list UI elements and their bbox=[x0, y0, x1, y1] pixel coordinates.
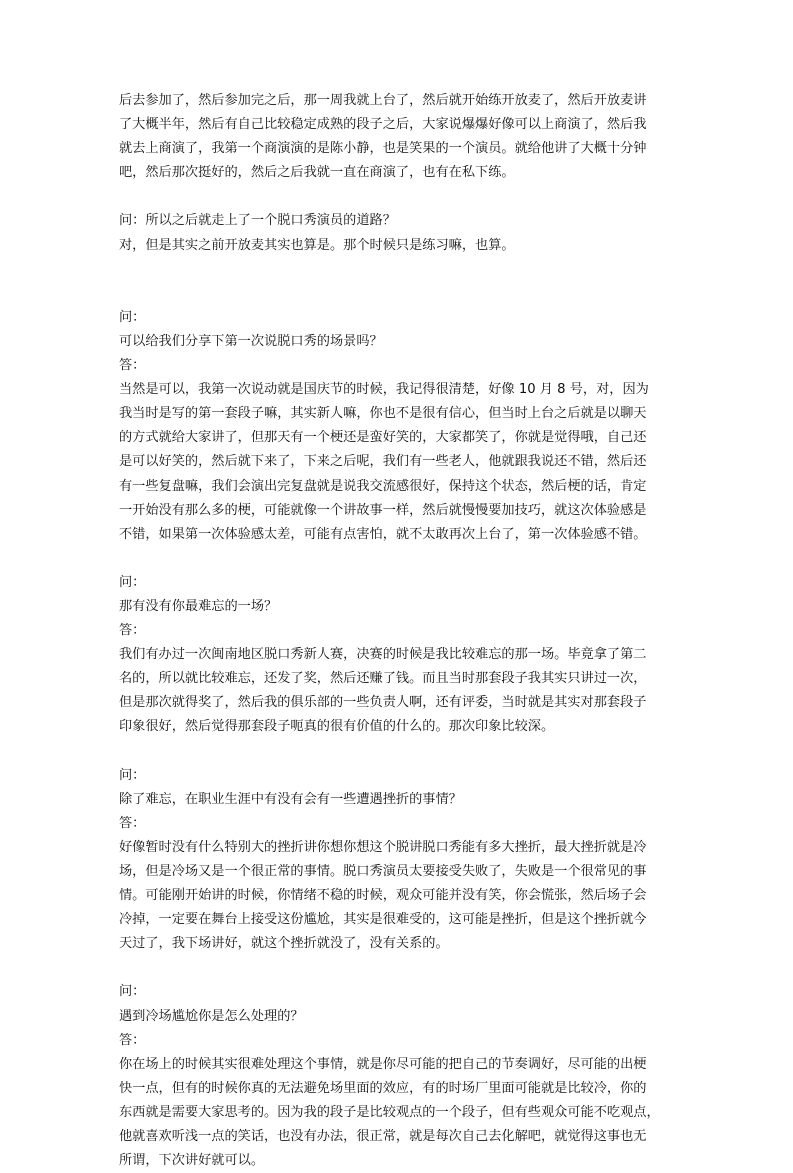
answer-line: 有一些复盘嘛，我们会演出完复盘就是说我交流感很好，保持这个状态，然后梗的话，肯定 bbox=[119, 478, 647, 494]
question-text: 除了难忘，在职业生涯中有没有会有一些遭遇挫折的事情？ bbox=[119, 791, 462, 807]
qa-setbacks bbox=[119, 764, 677, 957]
text-line: 就去上商演了，我第一个商演演的是陈小静，也是笑果的一个演员。就给他讲了大概十分钟 bbox=[119, 141, 647, 157]
question-text: 可以给我们分享下第一次说脱口秀的场景吗？ bbox=[119, 333, 383, 349]
paragraph-career-path bbox=[119, 209, 677, 257]
answer-line: 不错，如果第一次体验感太差，可能有点害怕，就不太敢再次上台了，第一次体验感不错。 bbox=[119, 526, 647, 542]
question-text: 遇到冷场尴尬你是怎么处理的？ bbox=[119, 1008, 304, 1024]
paragraph-gap bbox=[119, 740, 677, 764]
answer-marker: 答： bbox=[119, 623, 146, 639]
text-line: 后去参加了，然后参加完之后，那一周我就上台了，然后就开始练开放麦了，然后开放麦讲 bbox=[119, 93, 647, 108]
answer-line: 我当时是写的第一套段子嘛，其实新人嘛，你也不是很有信心，但当时上台之后就是以聊天 bbox=[119, 406, 647, 422]
answer-line: 情。可能刚开始讲的时候，你情绪不稳的时候，观众可能并没有笑，你会慌张，然后场子会 bbox=[119, 888, 647, 904]
document-page bbox=[119, 89, 677, 1173]
question-marker: 问： bbox=[119, 984, 146, 1000]
answer-line: 对，但是其实之前开放麦其实也算是。那个时候只是练习嘛，也算。 bbox=[119, 237, 515, 253]
answer-line: 我们有办过一次闽南地区脱口秀新人赛，决赛的时候是我比较难忘的那一场。毕竟拿了第二 bbox=[119, 647, 647, 663]
paragraph-gap bbox=[119, 956, 677, 980]
answer-line: 一开始没有那么多的梗，可能就像一个讲故事一样，然后就慢慢要加技巧，就这次体验感是 bbox=[119, 502, 647, 518]
answer-line: 天过了，我下场讲好，就这个挫折就没了，没有关系的。 bbox=[119, 936, 449, 952]
answer-line: 印象很好，然后觉得那套段子呃真的很有价值的什么的。那次印象比较深。 bbox=[119, 719, 555, 735]
text-line: 吧，然后那次挺好的，然后之后我就一直在商演了，也有在私下练。 bbox=[119, 165, 515, 181]
qa-awkward-silence bbox=[119, 980, 677, 1173]
answer-line: 他就喜欢听浅一点的笑话，也没有办法，很正常，就是每次自己去化解吧，就觉得这事也无 bbox=[119, 1129, 647, 1145]
answer-line: 名的，所以就比较难忘，还发了奖，然后还赚了钱。而且当时那套段子我其实只讲过一次， bbox=[119, 671, 647, 687]
question-marker: 问： bbox=[119, 574, 146, 590]
paragraph-gap bbox=[119, 258, 677, 282]
answer-line: 的方式就给大家讲了，但那天有一个梗还是蛮好笑的，大家都笑了，你就是觉得哦，自己还 bbox=[119, 430, 647, 446]
question-marker: 问： bbox=[119, 767, 146, 783]
question-text: 那有没有你最难忘的一场？ bbox=[119, 598, 278, 614]
answer-line: 是可以好笑的，然后就下来了，下来之后呢，我们有一些老人，他就跟我说还不错，然后还 bbox=[119, 454, 647, 470]
answer-marker: 答： bbox=[119, 358, 146, 374]
qa-first-show bbox=[119, 306, 677, 547]
paragraph-gap bbox=[119, 547, 677, 571]
answer-line: 当然是可以，我第一次说动就是国庆节的时候，我记得很清楚，好像 10 月 8 号，对，因为 bbox=[119, 382, 649, 398]
answer-marker: 答： bbox=[119, 1032, 146, 1048]
answer-line: 场，但是冷场又是一个很正常的事情。脱口秀演员太要接受失败了，失败是一个很常见的事 bbox=[119, 864, 647, 879]
answer-line: 你在场上的时候其实很难处理这个事情，就是你尽可能的把自己的节奏调好，尽可能的出梗 bbox=[119, 1056, 647, 1072]
question-marker: 问： bbox=[119, 309, 146, 325]
answer-line: 所谓，下次讲好就可以。 bbox=[119, 1153, 265, 1169]
answer-line: 冷掉，一定要在舞台上接受这份尴尬，其实是很难受的，这可能是挫折，但是这个挫折就今 bbox=[119, 912, 647, 928]
text-line: 了大概半年，然后有自己比较稳定成熟的段子之后，大家说爆爆好像可以上商演了，然后我 bbox=[119, 117, 647, 133]
answer-line: 好像暂时没有什么特别大的挫折讲你想你想这个脱讲脱口秀能有多大挫折，最大挫折就是冷 bbox=[119, 839, 647, 855]
answer-marker: 答： bbox=[119, 815, 146, 831]
paragraph-gap bbox=[119, 282, 677, 306]
answer-line: 快一点，但有的时候你真的无法避免场里面的效应，有的时场厂里面可能就是比较冷，你的 bbox=[119, 1080, 647, 1096]
qa-memorable-show bbox=[119, 571, 677, 740]
paragraph-career-start bbox=[119, 89, 677, 185]
question-line: 问：所以之后就走上了一个脱口秀演员的道路？ bbox=[119, 213, 396, 229]
answer-line: 东西就是需要大家思考的。因为我的段子是比较观点的一个段子，但有些观众可能不吃观点， bbox=[119, 1104, 660, 1120]
answer-line: 但是那次就得奖了，然后我的俱乐部的一些负责人啊，还有评委，当时就是其实对那套段子 bbox=[119, 695, 647, 711]
paragraph-gap bbox=[119, 185, 677, 209]
